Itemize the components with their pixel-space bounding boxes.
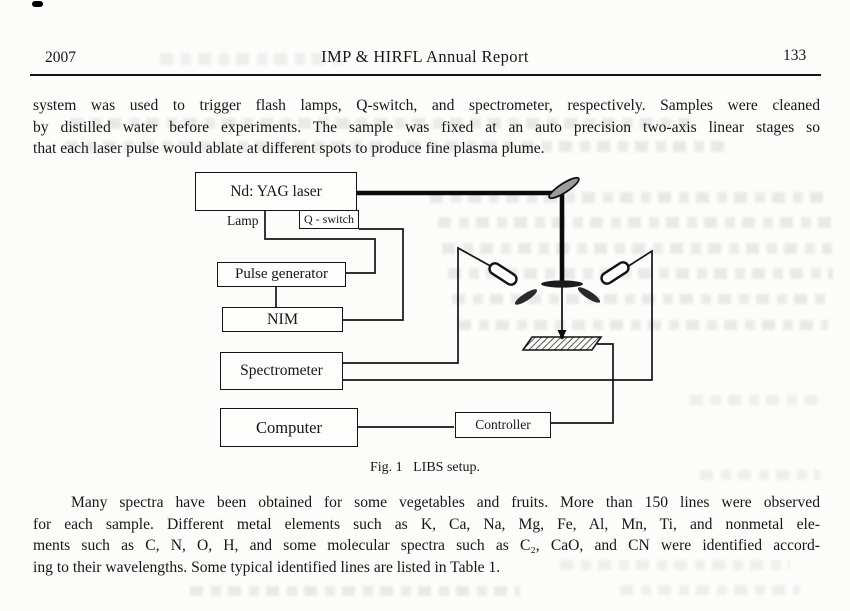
node-pulse-generator	[217, 262, 346, 287]
turning-mirror-icon	[547, 175, 581, 202]
focusing-lens-icon	[541, 280, 583, 287]
node-q-switch	[299, 210, 359, 229]
bleedthrough-artifact	[690, 395, 820, 405]
text-line: Many spectra have been obtained for some vegetables and fruits. More than 150 lines were observed	[71, 494, 820, 511]
node-computer	[220, 408, 358, 447]
sample-stage	[523, 337, 601, 350]
bleedthrough-artifact	[438, 217, 833, 228]
text-line: ing to their wavelengths. Some typical identified lines are listed in Table 1.	[33, 558, 501, 576]
beam-arrowhead	[558, 330, 567, 340]
text-line: that each laser pulse would ablate at different spots to produce fine plasma plume.	[33, 140, 545, 158]
bleedthrough-artifact	[458, 320, 828, 330]
node-label: Q - switch	[304, 212, 354, 226]
bleedthrough-artifact	[430, 192, 830, 203]
node-label: Nd: YAG laser	[230, 182, 322, 200]
header-title: IMP & HIRFL Annual Report	[321, 47, 529, 66]
beam-cone-right-icon	[576, 285, 602, 305]
label-lamp	[227, 213, 259, 229]
stage-controller-line	[551, 344, 613, 423]
node-label: NIM	[266, 310, 299, 328]
bleedthrough-artifact	[448, 268, 833, 279]
header-page-number: 133	[783, 47, 807, 64]
text-line: system was used to trigger flash lamps, Q-switch, and spectrometer, respectively. Samples were cleaned	[33, 97, 820, 114]
node-nd-yag-laser	[195, 172, 357, 211]
ablation-spot	[560, 335, 564, 339]
collection-fiber-left-icon	[487, 261, 518, 287]
beam-cone-left-icon	[513, 287, 539, 307]
node-spectrometer	[220, 352, 343, 390]
header-rule	[30, 74, 821, 76]
qswitch-nim-line	[343, 229, 403, 320]
node-nim	[222, 307, 343, 332]
node-label: Controller	[475, 417, 531, 432]
node-controller	[455, 412, 551, 438]
collection-fiber-right-icon	[599, 260, 630, 286]
text-line: by distilled water before experiments. The sample was fixed at an auto precision two-axis linear stages so	[33, 118, 820, 136]
scan-artifact	[32, 1, 43, 7]
bottom-paragraph	[33, 492, 820, 578]
text-line: ments such as C, N, O, H, and some molecular spectra such as C₂, CaO, and CN were identified accord-	[33, 537, 820, 555]
bleedthrough-artifact	[190, 586, 520, 596]
bleedthrough-artifact	[452, 294, 832, 304]
node-label: Spectrometer	[240, 362, 323, 379]
node-label: Pulse generator	[235, 266, 328, 282]
header-year: 2007	[45, 49, 76, 66]
spectrometer-left-fiber-line	[343, 248, 494, 363]
node-label: Lamp	[227, 213, 259, 228]
bleedthrough-artifact	[620, 585, 800, 595]
laser-beam	[357, 193, 562, 284]
top-paragraph	[33, 95, 820, 160]
spectrometer-right-fiber-line	[343, 251, 652, 380]
node-label: Computer	[256, 417, 322, 437]
figure-caption: Fig. 1 LIBS setup.	[369, 460, 481, 475]
bleedthrough-artifact	[442, 243, 832, 254]
text-line: for each sample. Different metal elements such as K, Ca, Na, Mg, Fe, Al, Mn, Ti, and nonmetal ele-	[33, 515, 820, 533]
